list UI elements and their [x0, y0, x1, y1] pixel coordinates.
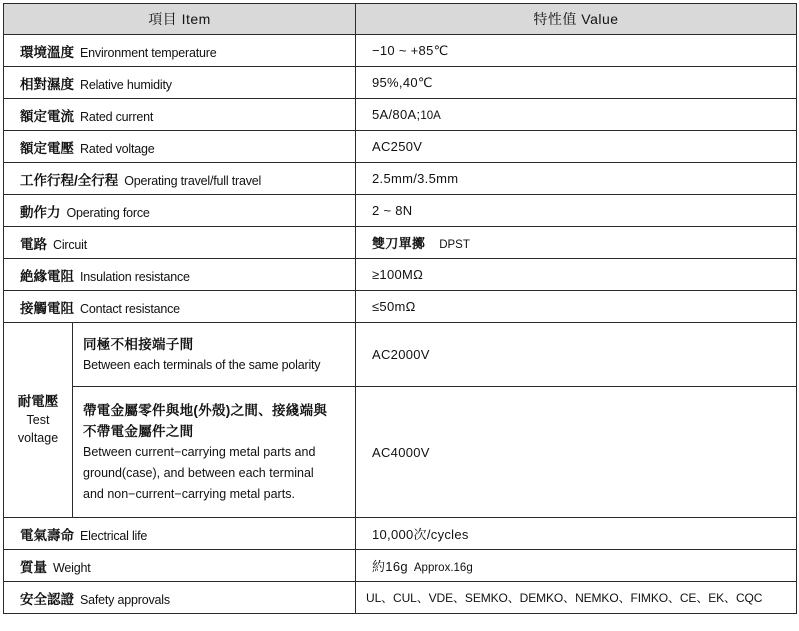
table-row — [4, 227, 797, 259]
value-text: AC4000V — [372, 444, 430, 460]
value-text: UL、CUL、VDE、SEMKO、DEMKO、NEMKO、FIMKO、CE、EK、CQC — [366, 591, 763, 605]
table-row — [4, 195, 797, 227]
value-small-text: Approx.16g — [413, 562, 473, 574]
value-text: 10,000次/cycles — [372, 527, 469, 542]
value-small-text: DPST — [439, 239, 470, 251]
value-cell — [356, 323, 797, 387]
metal-parts-en-line1: Between current−carrying metal parts and — [83, 444, 316, 459]
value-text: 雙刀單擲 — [372, 236, 426, 251]
item-zh: 工作行程/全行程 — [20, 172, 119, 188]
value-cell — [356, 67, 797, 99]
value-text: 2 ~ 8N — [372, 203, 413, 218]
table-row — [4, 163, 797, 195]
item-cell — [4, 227, 356, 259]
header-row — [4, 4, 797, 35]
item-en: Operating travel/full travel — [124, 173, 262, 188]
table-row — [4, 35, 797, 67]
value-text: ≥100MΩ — [372, 267, 424, 282]
item-en: Environment temperature — [80, 45, 217, 60]
value-text: ≤50mΩ — [372, 299, 416, 314]
item-en: Safety approvals — [80, 592, 170, 607]
item-cell — [4, 195, 356, 227]
spec-table — [3, 3, 797, 614]
value-cell — [356, 518, 797, 550]
test-voltage-en-line2: voltage — [17, 431, 59, 445]
item-cell — [4, 35, 356, 67]
table-row — [4, 131, 797, 163]
item-zh: 絶緣電阻 — [20, 268, 74, 284]
value-cell — [356, 35, 797, 67]
value-cell — [356, 131, 797, 163]
item-zh: 環境溫度 — [20, 44, 74, 60]
value-cell — [356, 259, 797, 291]
item-zh: 電路 — [20, 236, 47, 252]
table-row — [4, 550, 797, 582]
item-en: Circuit — [53, 237, 88, 252]
item-zh: 安全認證 — [20, 591, 74, 607]
table-row — [4, 259, 797, 291]
value-text: AC2000V — [372, 347, 430, 362]
metal-parts-zh-line2: 不帶電金屬件之間 — [83, 423, 194, 439]
test-voltage-en-line1: Test — [26, 413, 50, 427]
value-text: AC250V — [372, 139, 423, 154]
item-cell — [4, 582, 356, 614]
item-en: Insulation resistance — [80, 269, 190, 284]
value-text: 約16g — [372, 559, 408, 574]
item-zh: 接觸電阻 — [20, 300, 74, 316]
value-cell — [356, 387, 797, 518]
value-text: 2.5mm/3.5mm — [372, 171, 459, 186]
item-cell — [4, 131, 356, 163]
value-cell — [356, 99, 797, 131]
item-zh: 動作力 — [20, 204, 61, 220]
item-cell — [4, 550, 356, 582]
test-voltage-zh: 耐電壓 — [17, 394, 59, 409]
item-en: Contact resistance — [80, 301, 180, 316]
value-small-text: 10A — [420, 110, 441, 122]
item-cell — [4, 518, 356, 550]
test-voltage-label — [4, 323, 73, 518]
item-cell — [4, 99, 356, 131]
item-cell — [4, 163, 356, 195]
metal-parts-zh-line1: 帶電金屬零件與地(外殻)之間、接綫端與 — [83, 402, 328, 418]
item-en: Relative humidity — [80, 77, 172, 92]
item-en: Weight — [53, 560, 91, 575]
value-cell — [356, 195, 797, 227]
value-cell — [356, 291, 797, 323]
item-zh: 相對濕度 — [20, 76, 74, 92]
item-en: Electrical life — [80, 528, 148, 543]
table-row — [4, 582, 797, 614]
table-row — [4, 518, 797, 550]
same-polarity-en: Between each terminals of the same polarity — [83, 357, 321, 372]
table-row — [4, 67, 797, 99]
test-voltage-row-2 — [4, 387, 797, 518]
same-polarity-cell — [73, 323, 356, 387]
same-polarity-zh: 同極不相接端子間 — [83, 336, 194, 352]
metal-parts-en-line3: and non−current−carrying metal parts. — [83, 486, 295, 501]
value-text: 5A/80A; — [372, 107, 421, 122]
value-text: −10 ~ +85℃ — [372, 42, 449, 58]
header-item: 項目 Item — [4, 4, 356, 35]
item-en: Operating force — [66, 205, 150, 220]
item-en: Rated voltage — [80, 141, 155, 156]
item-zh: 質量 — [20, 559, 47, 575]
header-value: 特性值 Value — [356, 4, 797, 35]
value-cell — [356, 550, 797, 582]
value-cell — [356, 227, 797, 259]
item-cell — [4, 259, 356, 291]
item-cell — [4, 291, 356, 323]
value-cell — [356, 163, 797, 195]
table-row — [4, 291, 797, 323]
item-zh: 額定電流 — [20, 108, 74, 124]
test-voltage-row-1 — [4, 323, 797, 387]
metal-parts-cell — [73, 387, 356, 518]
value-cell — [356, 582, 797, 614]
item-en: Rated current — [80, 109, 154, 124]
item-zh: 電氣壽命 — [20, 527, 74, 543]
item-zh: 額定電壓 — [20, 140, 74, 156]
value-text: 95%,40℃ — [372, 74, 433, 90]
metal-parts-en-line2: ground(case), and between each terminal — [83, 465, 314, 480]
table-row — [4, 99, 797, 131]
item-cell — [4, 67, 356, 99]
